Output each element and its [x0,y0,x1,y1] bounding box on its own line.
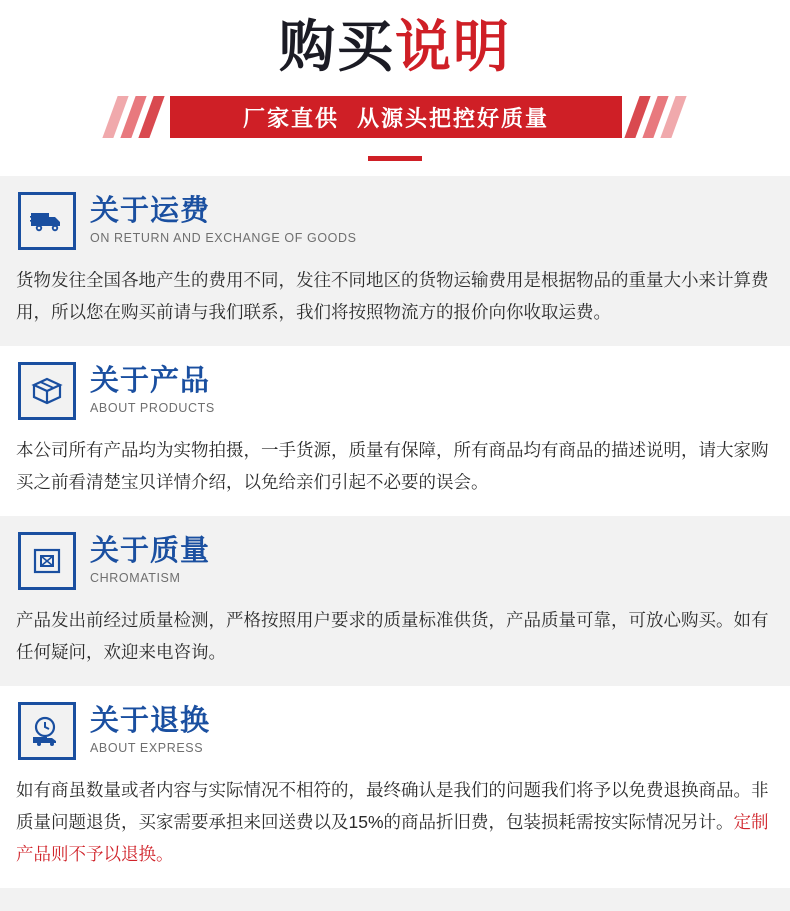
section-body: 货物发往全国各地产生的费用不同，发往不同地区的货物运输费用是根据物品的重量大小来计算费用，所以您在购买前请与我们联系，我们将按照物流方的报价向你收取运费。 [0,258,790,346]
banner-subtitle-right: 从源头把控好质量 [357,105,550,131]
box-icon [18,362,76,420]
section-quality [0,516,790,686]
page-title-part2: 说明 [395,15,511,78]
section-shipping [0,176,790,346]
section-title-cn: 关于退换 [90,705,211,737]
section-title-cn: 关于质量 [90,535,211,567]
section-header [0,176,790,258]
section-header [0,346,790,428]
section-title-group [90,195,357,247]
section-title-en: CHROMATISM [90,571,181,585]
banner-subtitle-left: 厂家直供 [242,105,339,131]
section-title-group [90,535,210,587]
page-title-part1: 购买 [279,15,395,78]
section-header [0,516,790,598]
section-body-highlight: 定制产品则不予以退换。 [16,812,769,864]
section-returns [0,686,790,888]
section-title-group [90,705,210,757]
truck-icon [18,192,76,250]
section-title-en: ON RETURN AND EXCHANGE OF GOODS [90,231,357,245]
section-products [0,346,790,516]
section-body [0,768,790,888]
section-title-cn: 关于产品 [90,365,211,397]
sections-container [0,176,790,888]
section-body-text: 如有商虽数量或者内容与实际情况不相符的，最终确认是我们的问题我们将予以免费退换商品。非质量问题退货，买家需要承担来回送费以及15%的商品折旧费，包装损耗需按实际情况另计。 [16,780,769,832]
page-title [0,14,790,80]
section-body: 产品发出前经过质量检测，严格按照用户要求的质量标准供货，产品质量可靠，可放心购买。如有任何疑问，欢迎来电咨询。 [0,598,790,686]
banner-underline [368,156,422,161]
section-header [0,686,790,768]
page-banner [0,0,790,176]
banner-subtitle-bar [170,96,622,138]
section-title-en: ABOUT PRODUCTS [90,401,215,415]
section-body: 本公司所有产品均为实物拍摄，一手货源，质量有保障，所有商品均有商品的描述说明，请大家购买之前看清楚宝贝详情介绍，以免给亲们引起不必要的误会。 [0,428,790,516]
section-title-cn: 关于运费 [90,195,211,227]
clock-truck-icon [18,702,76,760]
quality-icon [18,532,76,590]
section-title-en: ABOUT EXPRESS [90,741,204,755]
section-title-group [90,365,215,417]
